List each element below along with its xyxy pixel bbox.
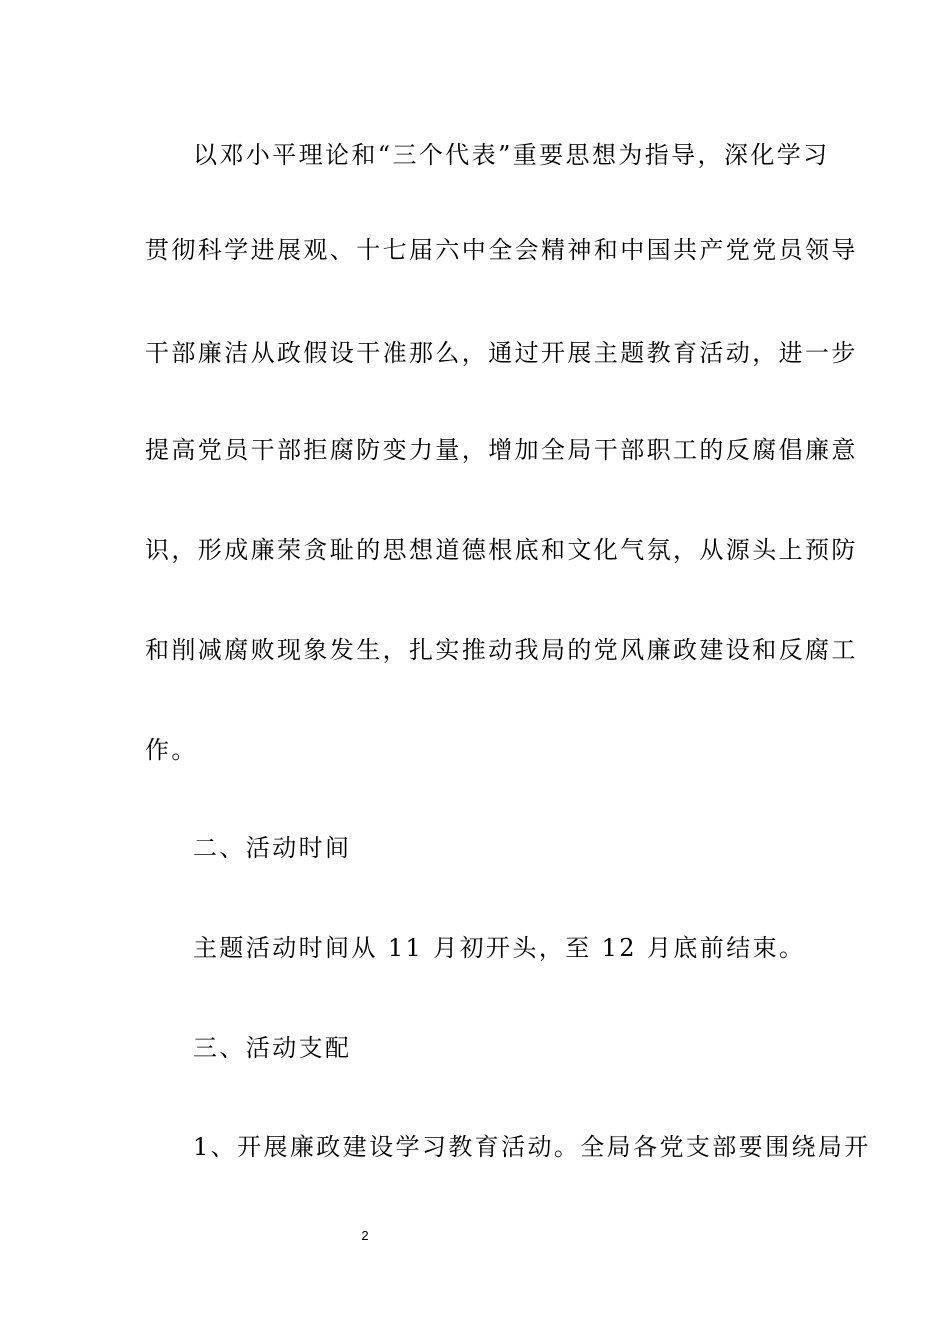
paragraph-line-2: 贯彻科学进展观、十七届六中全会精神和中国共产党党员领导 — [145, 236, 858, 264]
section-heading-activity-time: 二、活动时间 — [193, 834, 352, 862]
paragraph-line-5: 识，形成廉荣贪耻的思想道德根底和文化气氛，从源头上预防 — [145, 536, 858, 564]
paragraph-line-4: 提高党员干部拒腐防变力量，增加全局干部职工的反腐倡廉意 — [145, 436, 858, 464]
section-heading-activity-arrangement: 三、活动支配 — [193, 1034, 352, 1062]
page-number: 2 — [361, 1228, 369, 1243]
activity-time-text: 主题活动时间从 11 月初开头，至 12 月底前结束。 — [193, 934, 806, 962]
paragraph-line-6: 和削减腐败现象发生，扎实推动我局的党风廉政建设和反腐工 — [145, 636, 858, 664]
paragraph-line-3: 干部廉洁从政假设干准那么，通过开展主题教育活动，进一步 — [145, 339, 858, 367]
arrangement-item-1: 1、开展廉政建设学习教育活动。全局各党支部要围绕局开 — [193, 1133, 871, 1161]
paragraph-line-7: 作。 — [145, 736, 198, 764]
paragraph-line-1: 以邓小平理论和“三个代表”重要思想为指导，深化学习 — [193, 141, 830, 169]
